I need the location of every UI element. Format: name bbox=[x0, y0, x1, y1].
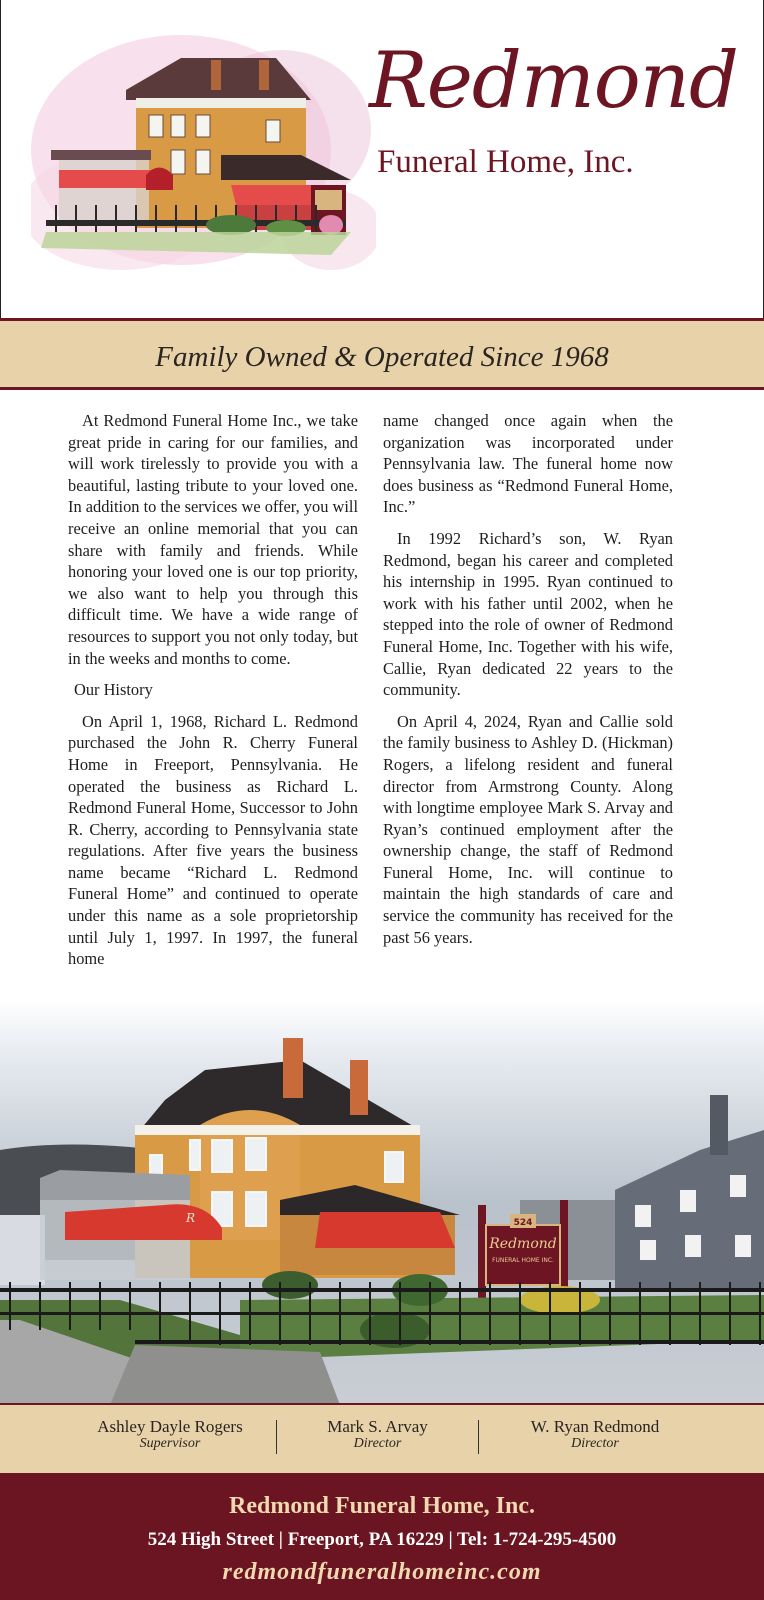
tagline: Family Owned & Operated Since 1968 bbox=[155, 341, 609, 373]
staff-name: W. Ryan Redmond bbox=[530, 1417, 660, 1436]
header bbox=[0, 0, 764, 318]
history-paragraph-3: On April 4, 2024, Ryan and Callie sold the family business to Ashley D. (Hickman) Rogers, a lifelong resident and funeral director from Armstrong County. Along with longtime employee Mark S. Arvay and Ryan’s continued employment after the ownership change, the staff of Redmond Funeral Home, Inc. will continue to maintain the high standards of care and service the community has received for the past 56 years. bbox=[383, 711, 673, 947]
staff-name: Mark S. Arvay bbox=[327, 1417, 428, 1436]
funeral-home-photo bbox=[0, 1000, 764, 1405]
sign-name: Redmond bbox=[489, 1236, 557, 1252]
footer-business-name: Redmond Funeral Home, Inc. bbox=[229, 1493, 535, 1519]
tagline-band bbox=[0, 318, 764, 390]
funeral-home-illustration bbox=[31, 20, 376, 290]
history-paragraph-1-continued: name changed once again when the organization was incorporated under Pennsylvania law. The funeral home now does business as “Redmond Funeral Home, Inc.” bbox=[383, 411, 673, 517]
staff-title: Supervisor bbox=[139, 1436, 201, 1451]
intro-paragraph: At Redmond Funeral Home Inc., we take great pride in caring for our families, and will work tirelessly to provide you with a beautiful, lasting tribute to your loved one. In addition to the services we offer, you will receive an online memorial that you can share with family and friends. While honoring your loved one is our top priority, we also want to help you through this difficult time. We have a wide range of resources to support you not only today, but in the weeks and months to come. bbox=[68, 411, 358, 668]
sign-number: 524 bbox=[513, 1218, 533, 1228]
right-column bbox=[383, 410, 673, 958]
staff-member-arvay bbox=[285, 1417, 470, 1451]
sign-subtitle: FUNERAL HOME INC. bbox=[492, 1257, 554, 1264]
staff-divider bbox=[276, 1420, 277, 1454]
left-column bbox=[68, 410, 358, 980]
staff-member-redmond bbox=[490, 1417, 700, 1451]
staff-member-rogers bbox=[70, 1417, 270, 1451]
history-paragraph-1: On April 1, 1968, Richard L. Redmond purchased the John R. Cherry Funeral Home in Freeport, Pennsylvania. He operated the business as Richard L. Redmond Funeral Home, Successor to John R. Cherry, according to Pennsylvania state regulations. After five years the business name became “Richard L. Redmond Funeral Home” and continued to operate under this name as a sole proprietorship until July 1, 1997. In 1997, the funeral home bbox=[68, 711, 358, 969]
staff-name: Ashley Dayle Rogers bbox=[97, 1417, 243, 1436]
footer bbox=[0, 1473, 764, 1600]
history-heading: Our History bbox=[74, 680, 153, 700]
staff-title: Director bbox=[571, 1436, 619, 1451]
logo-script-title: Redmond bbox=[369, 36, 738, 126]
history-paragraph-2: In 1992 Richard’s son, W. Ryan Redmond, began his career and completed his internship in 1995. Ryan continued to work with his father until 2002, when he stepped into the role of owner of Redmond Funeral Home, Inc. Together with his wife, Callie, Ryan dedicated 22 years to the community. bbox=[383, 528, 673, 700]
staff-divider bbox=[478, 1420, 479, 1454]
awning-letter: R bbox=[186, 1211, 196, 1225]
footer-address: 524 High Street | Freeport, PA 16229 | Tel: 1-724-295-4500 bbox=[147, 1529, 617, 1550]
staff-band bbox=[0, 1403, 764, 1473]
logo-subtitle: Funeral Home, Inc. bbox=[377, 144, 634, 180]
staff-title: Director bbox=[353, 1436, 402, 1451]
footer-website-link[interactable]: redmondfuneralhomeinc.com bbox=[222, 1559, 542, 1585]
